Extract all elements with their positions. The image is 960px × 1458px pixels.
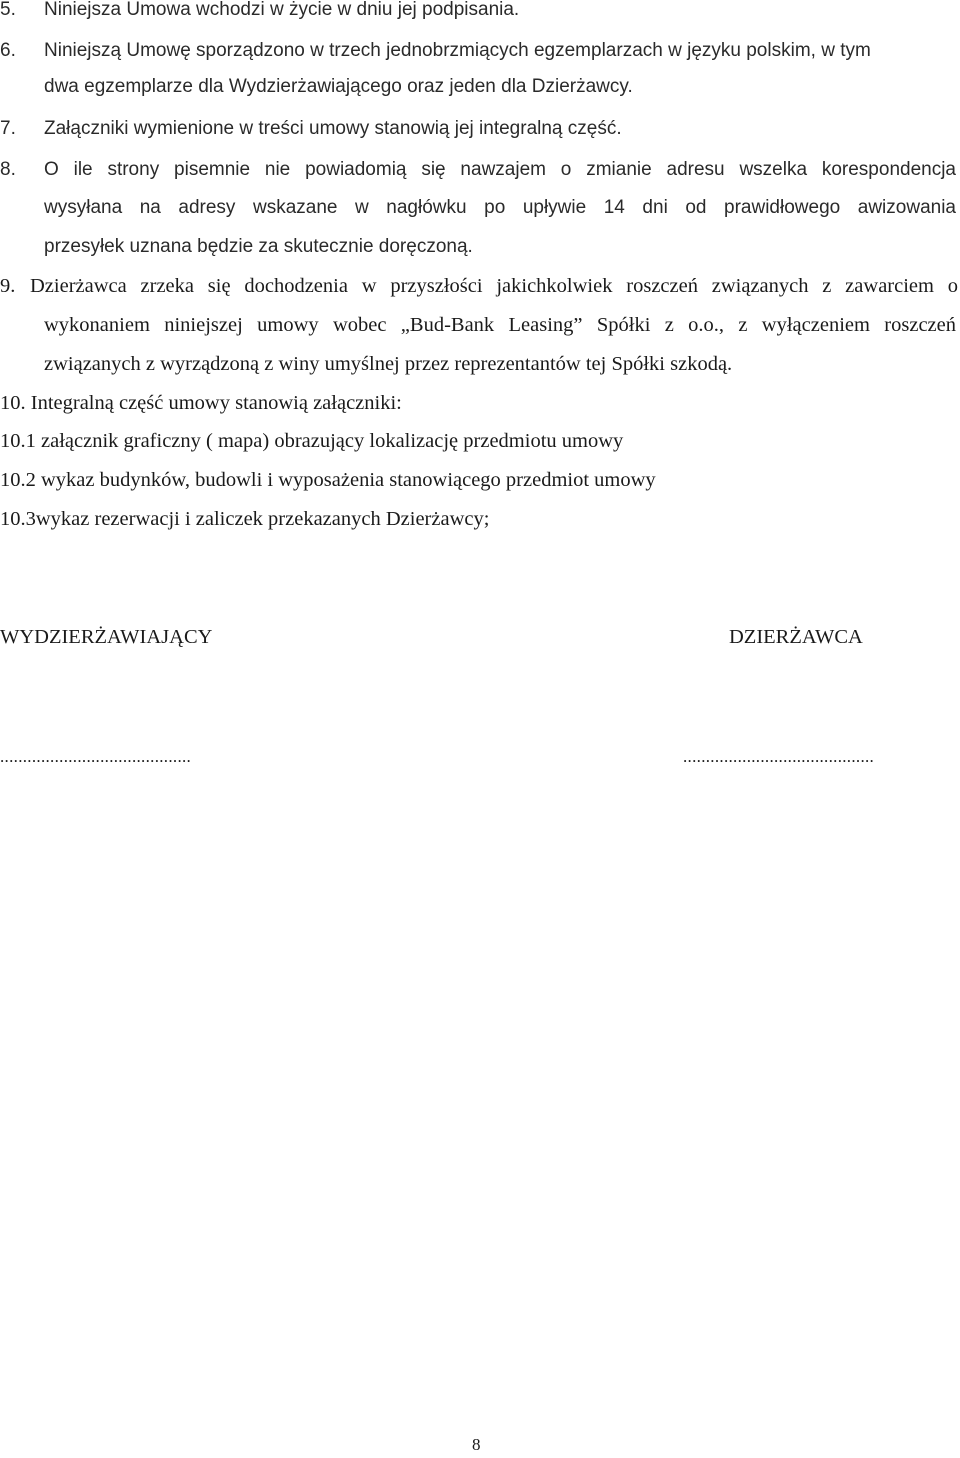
- item-10-3: 10.3wykaz rezerwacji i zaliczek przekazanych Dzierżawcy;: [0, 508, 490, 530]
- item-9-number: 9.: [0, 275, 16, 297]
- item-8-line-2: wysyłana na adresy wskazane w nagłówku po upływie 14 dni od prawidłowego awizowania: [44, 197, 956, 218]
- item-10-1: 10.1 załącznik graficzny ( mapa) obrazujący lokalizację przedmiotu umowy: [0, 430, 624, 452]
- lessee-label: DZIERŻAWCA: [729, 626, 863, 648]
- item-5-text: Niniejsza Umowa wchodzi w życie w dniu jej podpisania.: [44, 0, 520, 20]
- item-9: [0, 273, 960, 299]
- item-7-text: Załączniki wymienione w treści umowy stanowią jej integralną część.: [44, 118, 622, 139]
- item-6-line-1: Niniejszą Umowę sporządzono w trzech jednobrzmiących egzemplarzach w języku polskim, w tym: [44, 40, 871, 61]
- item-10: 10. Integralną część umowy stanowią załączniki:: [0, 392, 402, 414]
- item-8-line-1: O ile strony pisemnie nie powiadomią się nawzajem o zmianie adresu wszelka korespondencja: [44, 159, 956, 180]
- item-9-line-2: wykonaniem niniejszej umowy wobec „Bud-Bank Leasing” Spółki z o.o., z wyłączeniem roszczeń: [44, 314, 956, 336]
- item-8-line-3: przesyłek uznana będzie za skutecznie doręczoną.: [44, 236, 473, 257]
- item-7-number: 7.: [0, 118, 16, 139]
- item-9-line-3: związanych z wyrządzoną z winy umyślnej przez reprezentantów tej Spółki szkodą.: [44, 353, 733, 375]
- item-6-number: 6.: [0, 40, 16, 61]
- page-number: 8: [472, 1435, 481, 1454]
- lessor-label: WYDZIERŻAWIAJĄCY: [0, 626, 213, 648]
- item-6-line-2: dwa egzemplarze dla Wydzierżawiającego oraz jeden dla Dzierżawcy.: [44, 76, 633, 97]
- lessee-signature-line: ..........................................: [683, 747, 875, 766]
- item-5-number: 5.: [0, 0, 16, 20]
- item-8-number: 8.: [0, 159, 16, 180]
- item-9-line-1: Dzierżawca zrzeka się dochodzenia w przyszłości jakichkolwiek roszczeń związanych z zawarciem o: [30, 275, 958, 297]
- item-8-cont-1: [0, 195, 960, 221]
- item-10-2: 10.2 wykaz budynków, budowli i wyposażenia stanowiącego przedmiot umowy: [0, 469, 656, 491]
- item-8: [0, 157, 960, 183]
- item-9-cont-1: [0, 312, 960, 338]
- lessor-signature-line: ..........................................: [0, 747, 192, 766]
